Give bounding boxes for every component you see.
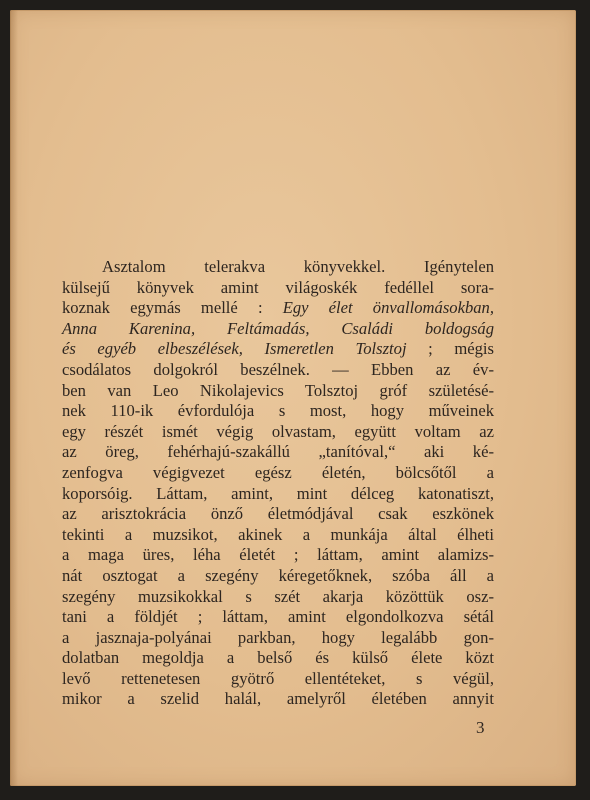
text-segment: egy részét ismét végig olvastam, együtt voltam az: [62, 421, 494, 441]
text-segment: az öreg, fehérhajú-szakállú „tanítóval,“ aki ké-: [62, 442, 494, 462]
text-line: [62, 278, 494, 299]
text-segment: dolatban megoldja a belső és külső élete közt: [62, 648, 494, 668]
text-line: [62, 401, 494, 422]
italic-title-text: Egy élet önvallomásokban,: [282, 298, 494, 318]
text-line: [62, 689, 494, 710]
text-line: [62, 360, 494, 381]
text-segment: tani a földjét ; láttam, amint elgondolkozva sétál: [62, 607, 494, 627]
text-segment: ; mégis: [406, 339, 494, 359]
text-line: [62, 381, 494, 402]
text-segment: zenfogva végigvezet egész életén, bölcsőtől a: [62, 462, 494, 482]
text-line: [62, 648, 494, 669]
text-line: [62, 669, 494, 690]
text-line: [62, 442, 494, 463]
text-line: [62, 587, 494, 608]
text-line: [62, 628, 494, 649]
text-segment: koporsóig. Láttam, amint, mint délceg katonatiszt,: [62, 483, 494, 503]
page-number: 3: [476, 718, 485, 737]
text-line: [62, 607, 494, 628]
text-line: [62, 504, 494, 525]
text-segment: külsejű könyvek amint világoskék fedéllel sora-: [62, 277, 494, 297]
book-page: [10, 10, 576, 786]
text-line: [62, 422, 494, 443]
text-line: [62, 484, 494, 505]
text-segment: ben van Leo Nikolajevics Tolsztoj gróf születésé-: [62, 380, 494, 400]
text-line: [62, 319, 494, 340]
text-line: [62, 545, 494, 566]
text-segment: a maga üres, léha életét ; láttam, amint alamizs-: [62, 545, 494, 565]
text-segment: a jasznaja-polyánai parkban, hogy legalább gon-: [62, 627, 494, 647]
italic-title-text: Anna Karenina, Feltámadás, Családi boldogság: [62, 318, 494, 338]
text-segment: csodálatos dolgokról beszélnek. — Ebben az év-: [62, 359, 494, 379]
text-segment: az arisztokrácia önző életmódjával csak eszkönek: [62, 504, 494, 524]
text-segment: nek 110-ik évfordulója s most, hogy műveinek: [62, 401, 494, 421]
text-segment: mikor a szelid halál, amelyről életében annyit: [62, 689, 494, 709]
text-segment: szegény muzsikokkal s szét akarja közöttük osz-: [62, 586, 494, 606]
text-line: [62, 257, 494, 278]
text-line: [62, 525, 494, 546]
text-line: [62, 463, 494, 484]
italic-title-text: és egyéb elbeszélések, Ismeretlen Tolsztoj: [62, 339, 407, 359]
text-segment: koznak egymás mellé :: [62, 298, 283, 318]
text-segment: Asztalom telerakva könyvekkel. Igénytelen: [102, 257, 494, 276]
text-line: [62, 339, 494, 360]
text-segment: levő rettenetesen gyötrő ellentéteket, s végül,: [62, 668, 494, 688]
body-paragraph: [62, 257, 494, 710]
text-line: [62, 566, 494, 587]
text-segment: tekinti a muzsikot, akinek a munkája által élheti: [62, 524, 494, 544]
text-line: [62, 298, 494, 319]
text-segment: nát osztogat a szegény kéregetőknek, szóba áll a: [62, 565, 494, 585]
